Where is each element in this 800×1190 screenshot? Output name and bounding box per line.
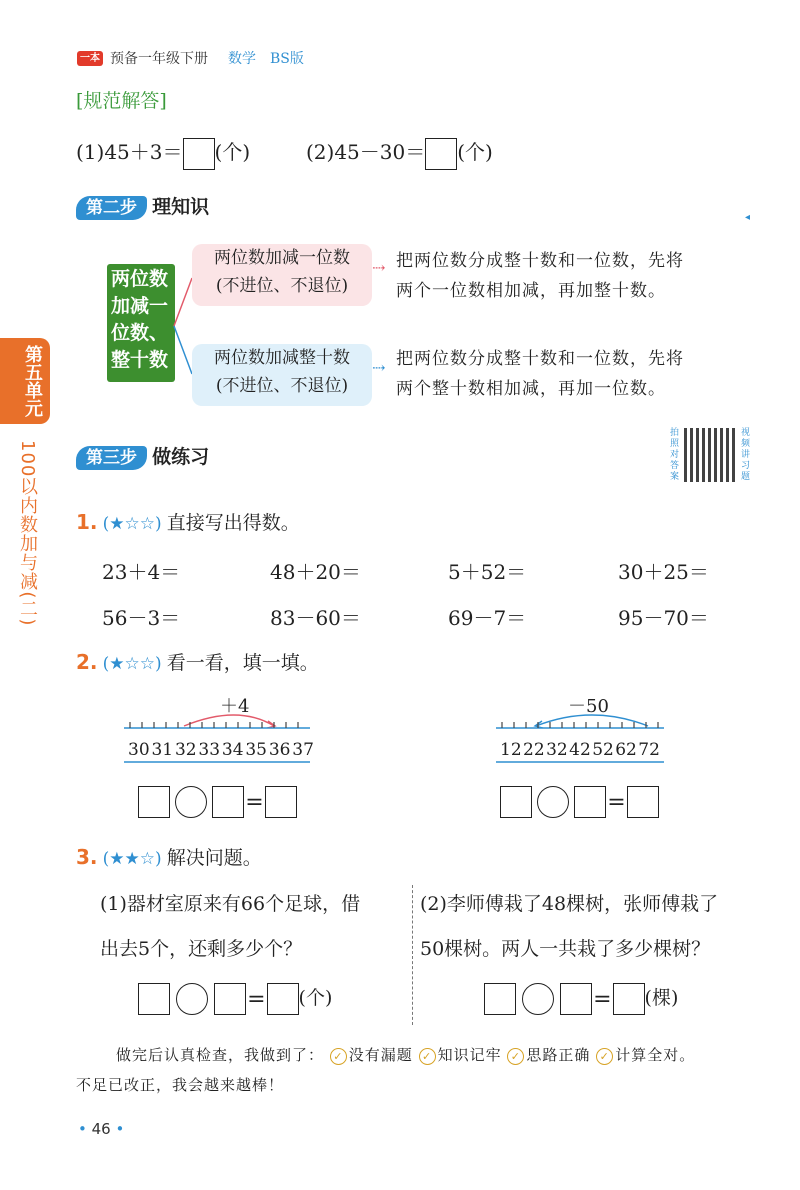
knowledge-box-1-line: 两位数加减一位数 (214, 248, 350, 268)
step3-badge: 第三步 (76, 446, 147, 470)
q3-problem-2 (420, 889, 760, 961)
check-icon[interactable]: ✓ (507, 1048, 524, 1065)
q3-problem-1 (100, 889, 410, 961)
equals-sign: = (593, 986, 612, 1012)
version-label: BS版 (270, 51, 304, 67)
tick-label: 35 (245, 740, 267, 760)
step2-title: 理知识 (152, 196, 210, 218)
page-number (78, 1120, 124, 1138)
page-number-value: 46 (91, 1120, 111, 1138)
divider (412, 885, 413, 1025)
qr-left-caption: 拍照对答案 (670, 428, 680, 482)
problem-line: 出去5个，还剩多少个？ (100, 938, 303, 960)
qr-right-caption: 视频讲习题 (741, 428, 751, 482)
step3-title: 做练习 (152, 446, 210, 468)
answer-eq-2 (306, 136, 493, 170)
q1-stars: (★☆☆) (102, 514, 162, 534)
check-icon[interactable]: ✓ (419, 1048, 436, 1065)
check-label: 计算全对。 (615, 1046, 696, 1064)
q3-text: 解决问题。 (166, 847, 262, 869)
answer-eq-1-text: (1)45＋3＝ (76, 140, 183, 164)
q3-number: 3. (76, 845, 98, 869)
topic-line: 整十数 (111, 349, 169, 371)
left-equation-boxes (138, 786, 297, 818)
desc-line: 两个整十数相加减，再加一位数。 (396, 379, 666, 399)
calc-item[interactable]: 69－7＝ (448, 606, 527, 630)
tick-label: 12 (500, 740, 522, 760)
q2-number: 2. (76, 650, 98, 674)
knowledge-box-2-line: 两位数加减整十数 (214, 348, 350, 368)
answer-box[interactable] (267, 983, 299, 1015)
equals-sign: = (247, 986, 266, 1012)
desc-line: 把两位数分成整十数和一位数，先将 (396, 251, 684, 271)
answer-eq-2-text: (2)45－30＝ (306, 140, 426, 164)
desc-line: 两个一位数相加减，再加整十数。 (396, 281, 666, 301)
check-icon[interactable]: ✓ (330, 1048, 347, 1065)
tick-label: 30 (128, 740, 150, 760)
problem-line: (2)李师傅栽了48棵树，张师傅栽了 (420, 893, 719, 915)
unit-title: 100以内数加与减(二) (17, 440, 38, 627)
self-check-line-2: 不足已改正，我会越来越棒！ (76, 1076, 285, 1094)
q3-eq-2-unit: (棵) (644, 987, 679, 1009)
left-tick-labels (128, 740, 314, 760)
step2-heading (76, 192, 209, 219)
topic-box (107, 264, 175, 382)
tick-label: 31 (151, 740, 174, 760)
answer-box[interactable] (500, 786, 532, 818)
tick-label: 22 (523, 740, 545, 760)
problem-line: 50棵树。两人一共栽了多少棵树？ (420, 938, 711, 960)
tick-label: 42 (569, 740, 591, 760)
self-check-intro: 做完后认真检查，我做到了： (116, 1046, 325, 1064)
topic-line: 加减一 (111, 295, 169, 317)
knowledge-box-2 (192, 344, 372, 406)
brand-logo: 一本 (77, 51, 103, 66)
operator-circle[interactable] (537, 786, 569, 818)
answer-section-label: [规范解答] (76, 90, 167, 112)
tick-label: 72 (638, 740, 660, 760)
answer-box[interactable] (138, 983, 170, 1015)
topic-line: 位数、 (111, 322, 169, 344)
desc-line: 把两位数分成整十数和一位数，先将 (396, 349, 684, 369)
unit-tab[interactable]: 第五单元 (0, 338, 50, 424)
problem-line: (1)器材室原来有66个足球，借 (100, 893, 361, 915)
answer-box[interactable] (560, 983, 592, 1015)
answer-box[interactable] (484, 983, 516, 1015)
answer-box[interactable] (212, 786, 244, 818)
q3-stars: (★★☆) (102, 849, 162, 869)
qr-code-icon[interactable] (684, 428, 738, 482)
answer-box[interactable] (574, 786, 606, 818)
q3-eq-1 (138, 983, 332, 1015)
check-icon[interactable]: ✓ (596, 1048, 613, 1065)
calc-item[interactable]: 95－70＝ (618, 606, 709, 630)
check-label: 知识记牢 (437, 1046, 502, 1064)
answer-box-2[interactable] (425, 138, 457, 170)
decor-triangle-icon: ◂ (745, 212, 751, 223)
answer-box[interactable] (627, 786, 659, 818)
answer-box-1[interactable] (183, 138, 215, 170)
check-label: 没有漏题 (348, 1046, 413, 1064)
q2-stars: (★☆☆) (102, 654, 162, 674)
knowledge-box-1 (192, 244, 372, 306)
right-equation-boxes (500, 786, 659, 818)
operator-circle[interactable] (522, 983, 554, 1015)
q1-header (76, 508, 300, 535)
tick-label: 37 (292, 740, 314, 760)
arrow-right-icon: ⇢ (372, 258, 386, 277)
dot-icon: • (78, 1120, 87, 1138)
answer-eq-1-unit: (个) (214, 140, 251, 164)
dot-icon: • (115, 1120, 125, 1138)
knowledge-desc-1 (396, 246, 684, 306)
tick-label: 62 (615, 740, 637, 760)
answer-box[interactable] (265, 786, 297, 818)
answer-eq-1 (76, 136, 250, 170)
step2-badge: 第二步 (76, 196, 147, 220)
q1-number: 1. (76, 510, 98, 534)
q1-text: 直接写出得数。 (166, 512, 300, 534)
knowledge-box-2-line: (不进位、不退位) (215, 376, 349, 396)
answer-box[interactable] (214, 983, 246, 1015)
calc-item[interactable]: 5＋52＝ (448, 560, 527, 584)
tick-label: 34 (221, 740, 244, 760)
topic-line: 两位数 (111, 268, 169, 290)
knowledge-box-1-line: (不进位、不退位) (215, 276, 349, 296)
answer-box[interactable] (138, 786, 170, 818)
equals-sign: = (607, 789, 626, 815)
q2-header (76, 648, 319, 675)
left-op-label: ＋4 (220, 696, 250, 717)
tick-label: 36 (268, 740, 291, 760)
calc-item[interactable]: 48＋20＝ (270, 560, 361, 584)
calc-item[interactable]: 23＋4＝ (102, 560, 181, 584)
book-title: 预备一年级下册 (110, 51, 208, 67)
subject-label: 数学 (228, 51, 256, 67)
knowledge-desc-2 (396, 344, 684, 404)
tick-label: 33 (198, 740, 221, 760)
right-tick-labels (500, 740, 660, 760)
answer-box[interactable] (613, 983, 645, 1015)
operator-circle[interactable] (176, 983, 208, 1015)
arrow-right-icon: ⇢ (372, 358, 386, 377)
tick-label: 32 (174, 740, 197, 760)
operator-circle[interactable] (175, 786, 207, 818)
tick-label: 52 (592, 740, 614, 760)
calc-item[interactable]: 56－3＝ (102, 606, 181, 630)
check-label: 思路正确 (526, 1046, 591, 1064)
q2-text: 看一看，填一填。 (166, 652, 319, 674)
calc-item[interactable]: 83－60＝ (270, 606, 361, 630)
q3-eq-2 (484, 983, 678, 1015)
q3-header (76, 843, 262, 870)
calc-item[interactable]: 30＋25＝ (618, 560, 709, 584)
self-check-line (116, 1044, 766, 1065)
q3-eq-1-unit: (个) (298, 987, 333, 1009)
tick-label: 32 (546, 740, 568, 760)
right-op-label: －50 (568, 696, 609, 717)
step3-heading (76, 442, 209, 469)
equals-sign: = (245, 789, 264, 815)
answer-eq-2-unit: (个) (457, 140, 493, 164)
